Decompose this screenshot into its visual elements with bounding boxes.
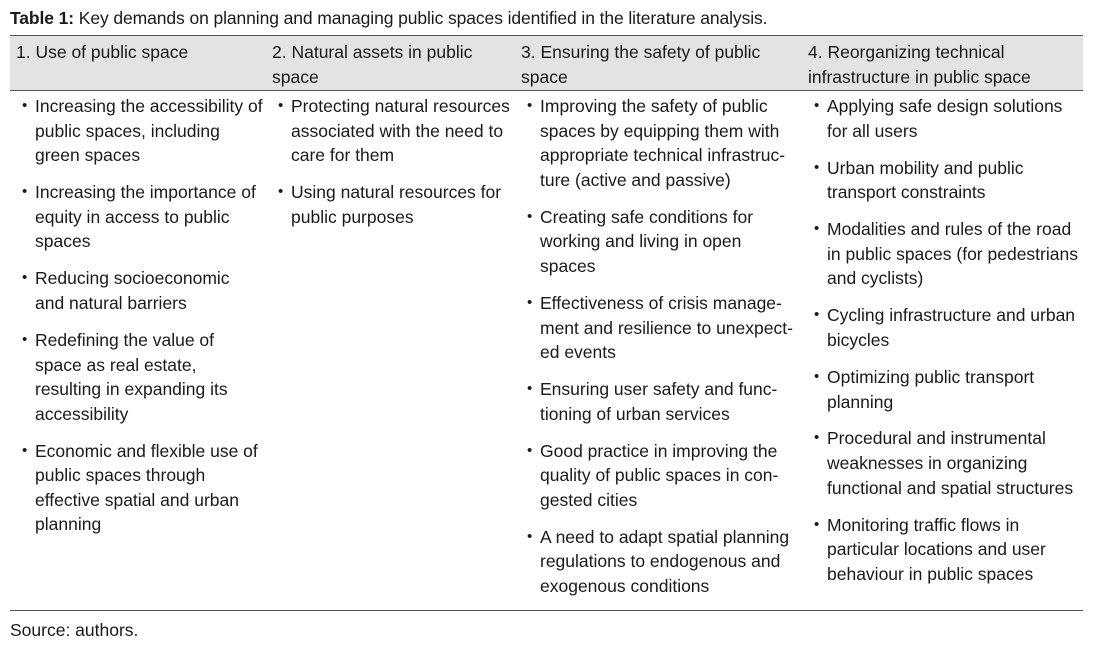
bullet-icon: • [527,527,533,545]
list-item-text: Economic and flexible use of public spaces through effective spatial and urban planning [35,440,258,535]
table-header-rule [10,90,1083,91]
list-item-text: Good practice in improving the quality of public spaces in congested cities [540,440,779,510]
list-item-text: Increasing the importance of equity in access to public spaces [35,182,256,252]
list-item [525,525,800,599]
bullet-icon: • [814,97,820,114]
list-item-text: Improving the safety of public spaces by equipping them with appropriate technical infrastructure (active and passive) [540,96,786,190]
table-source-note: Source: authors. [10,620,139,640]
list-item [525,94,800,192]
demands-table [10,35,1083,611]
list-item-text: Using natural resources for public purposes [291,182,502,227]
list-item-text: Protecting natural resources associated with the need to care for them [291,96,510,166]
bullet-icon: • [278,97,284,114]
list-item-text: Cycling infrastructure and urban bicycles [827,305,1076,350]
bullet-icon: • [527,293,533,311]
list-item [812,513,1078,587]
list-item [812,217,1078,291]
list-item [276,94,512,168]
list-item [525,439,800,513]
list-item [20,180,263,254]
table-caption-text: Key demands on planning and managing public spaces identified in the literature analysis. [74,8,768,28]
list-item [812,426,1078,500]
column-header-natural-assets: 2. Natural assets in public space [272,42,473,87]
column-use-of-public-space [20,94,263,549]
list-item [20,328,263,426]
list-item [812,94,1078,143]
column-natural-assets [276,94,512,242]
column-header-use-of-public-space: 1. Use of public space [16,42,189,62]
bullet-icon: • [22,330,28,348]
bullet-icon: • [814,515,820,533]
table-caption [10,7,767,29]
list-item [20,266,263,315]
list-item-text: Effectiveness of crisis management and resilience to unexpected events [540,292,793,363]
column-header-safety: 3. Ensuring the safety of public space [521,42,761,87]
list-item-text: Procedural and instrumental weaknesses in organizing functional and spatial structures [827,428,1074,498]
bullet-icon: • [527,97,533,114]
bullet-icon: • [814,220,820,238]
bullet-icon: • [22,183,28,201]
list-item [20,439,263,537]
table-caption-label: Table 1: [10,8,75,28]
bullet-icon: • [278,183,284,201]
bullet-icon: • [22,97,28,114]
table-top-rule [10,35,1083,36]
list-item-text: Reducing socioeconomic and natural barriers [35,268,230,313]
list-item-text: Creating safe conditions for working and living in open spaces [540,206,754,276]
list-item-text: Applying safe design solutions for all users [827,96,1063,141]
list-item [525,205,800,279]
list-item-text: Increasing the accessibility of public spaces, including green spaces [35,96,263,166]
bullet-icon: • [527,380,533,398]
bullet-icon: • [527,441,533,459]
column-header-technical-infrastructure: 4. Reorganizing technical infrastructure in public space [808,42,1031,87]
list-item [525,291,800,365]
list-item [812,303,1078,352]
bullet-icon: • [527,207,533,225]
bullet-icon: • [22,441,28,459]
list-item-text: Modalities and rules of the road in public spaces (for pedestrians and cyclists) [827,219,1078,289]
column-technical-infrastructure [812,94,1078,599]
list-item-text: Monitoring traffic flows in particular locations and user behaviour in public spaces [827,514,1046,584]
bullet-icon: • [814,429,820,447]
bullet-icon: • [814,158,820,176]
bullet-icon: • [814,367,820,385]
list-item [20,94,263,168]
list-item [525,377,800,426]
list-item [812,365,1078,414]
column-safety [525,94,800,611]
list-item-text: Redefining the value of space as real estate, resulting in expanding its accessibility [35,329,228,424]
list-item-text: A need to adapt spatial planning regulations to endogenous and exogenous conditions [540,526,790,597]
list-item [276,180,512,229]
list-item-text: Ensuring user safety and functioning of urban services [540,379,778,424]
list-item-text: Optimizing public transport planning [827,366,1035,412]
list-item-text: Urban mobility and public transport constraints [827,157,1024,203]
bullet-icon: • [22,269,28,287]
bullet-icon: • [814,306,820,324]
list-item [812,156,1078,205]
